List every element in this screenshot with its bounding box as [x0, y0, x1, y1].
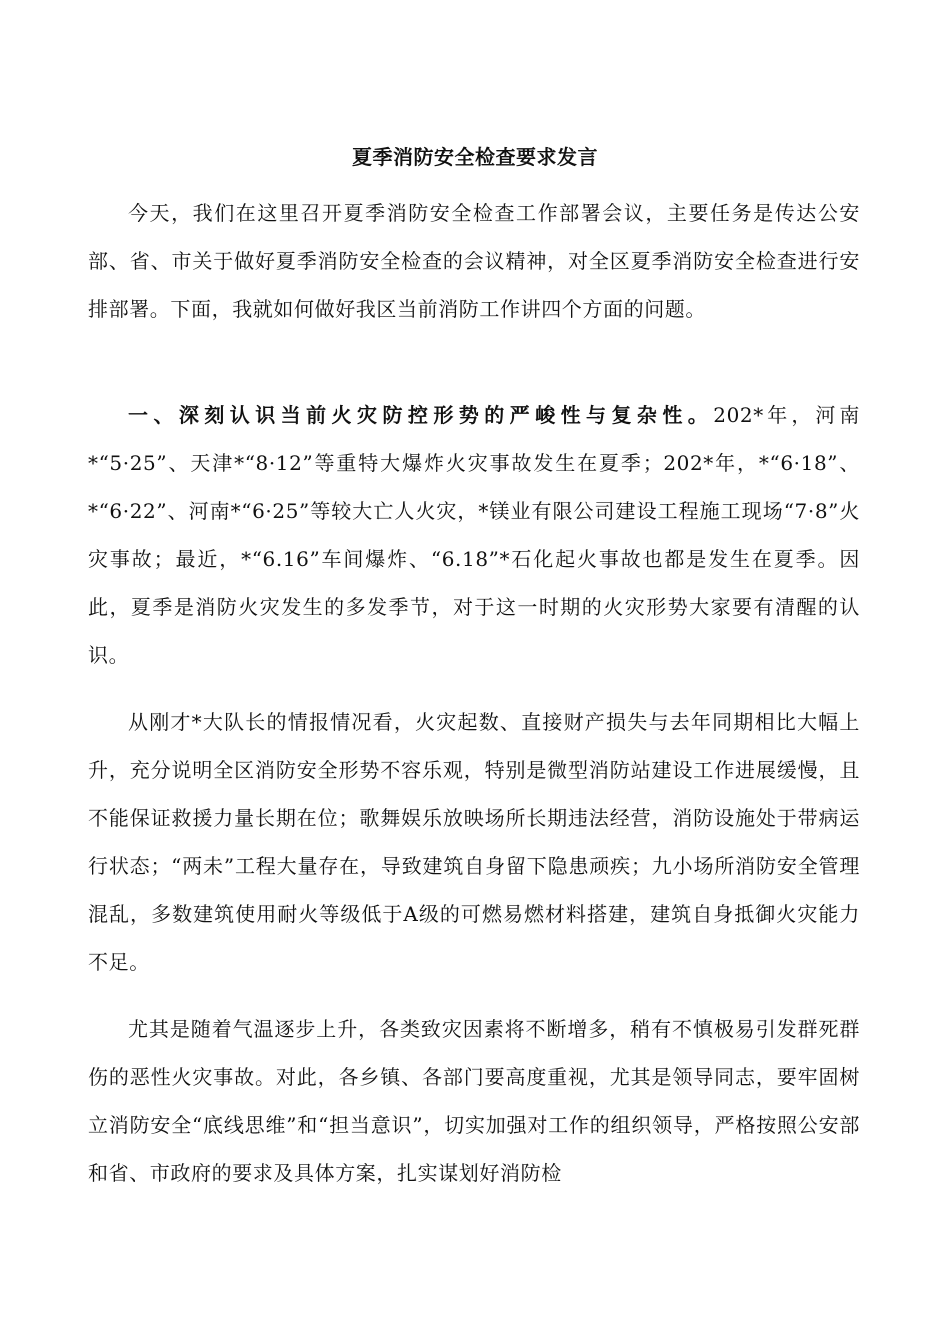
- paragraph-1: [88, 189, 860, 333]
- paragraph-3-text: 从刚才*大队长的情报情况看，火灾起数、直接财产损失与去年同期相比大幅上升，充分说明全区消防安全形势不容乐观，特别是微型消防站建设工作进展缓慢，且不能保证救援力量长期在位；歌舞娱乐放映场所长期违法经营，消防设施处于带病运行状态；“两未”工程大量存在，导致建筑自身留下隐患顽疾；九小场所消防安全管理混乱，多数建筑使用耐火等级低于A级的可燃易燃材料搭建，建筑自身抵御火灾能力不足。: [88, 710, 860, 974]
- paragraph-1-text: 今天，我们在这里召开夏季消防安全检查工作部署会议，主要任务是传达公安部、省、市关于做好夏季消防安全检查的会议精神，对全区夏季消防安全检查进行安排部署。下面，我就如何做好我区当前消防工作讲四个方面的问题。: [88, 201, 860, 321]
- paragraph-2-text: 202*年，河南*“5·25”、天津*“8·12”等重特大爆炸火灾事故发生在夏季；202*年，*“6·18”、*“6·22”、河南*“6·25”等较大亡人火灾，*镁业有限公司建设工程施工现场“7·8”火灾事故；最近，*“6.16”车间爆炸、“6.18”*石化起火事故也都是发生在夏季。因此，夏季是消防火灾发生的多发季节，对于这一时期的火灾形势大家要有清醒的认识。: [88, 403, 861, 667]
- paragraph-4-text: 尤其是随着气温逐步上升，各类致灾因素将不断增多，稍有不慎极易引发群死群伤的恶性火灾事故。对此，各乡镇、各部门要高度重视，尤其是领导同志，要牢固树立消防安全“底线思维”和“担当意识”，切实加强对工作的组织领导，严格按照公安部和省、市政府的要求及具体方案，扎实谋划好消防检: [88, 1017, 860, 1185]
- paragraph-2: [88, 391, 860, 679]
- paragraph-3: [88, 698, 860, 986]
- section-heading-1: 一、深刻认识当前火灾防控形势的严峻性与复杂性。: [128, 403, 714, 427]
- paragraph-4: [88, 1005, 860, 1197]
- document-title: 夏季消防安全检查要求发言: [352, 145, 598, 169]
